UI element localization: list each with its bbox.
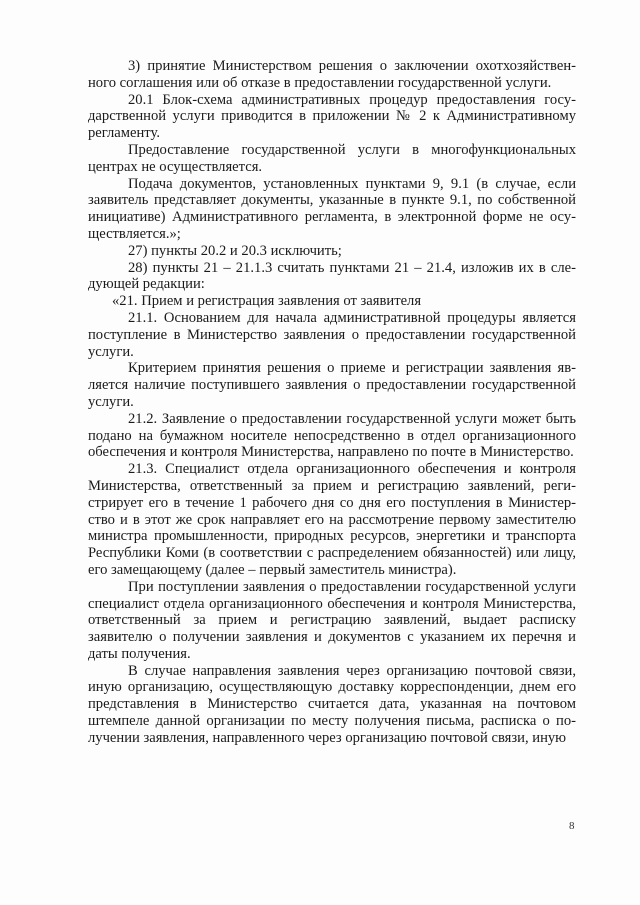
paragraph: 27) пункты 20.2 и 20.3 исключить; bbox=[128, 242, 342, 259]
paragraph: При поступлении заявления о предоставлении государственной услуги специалист отдела организационного обеспечения и контроля Министерства, ответственный за прием и регистрацию заявлений, выдает расписку заявителю о получении заявления и документов с указанием их перечня и даты получения. bbox=[88, 578, 576, 662]
paragraph: Подача документов, установленных пунктами 9, 9.1 (в случае, если заявитель представляет документы, указанные в пункте 9.1, по собственной инициативе) Административного регламента, в электронной форме не осуществляется.»; bbox=[88, 175, 576, 242]
section-heading: «21. Прием и регистрация заявления от заявителя bbox=[112, 293, 422, 310]
paragraph: 3) принятие Министерством решения о заключении охотхозяйственного соглашения или об отказе в предоставлении государственной услуги. bbox=[88, 58, 576, 91]
paragraph: Предоставление государственной услуги в многофункциональных центрах не осуществляется. bbox=[88, 141, 576, 175]
paragraph: 21.1. Основанием для начала административной процедуры является поступление в Министерство заявления о предоставлении государственной услуги. bbox=[88, 309, 576, 360]
paragraph: В случае направления заявления через организацию почтовой связи, иную организацию, осуществляющую доставку корреспонденции, днем его представления в Министерство считается дата, указанная на почтовом штемпеле данной организации по месту получения письма, расписка о получении заявления, направленного через организацию почтовой связи, иную bbox=[88, 662, 576, 746]
paragraph: 21.2. Заявление о предоставлении государственной услуги может быть подано на бумажном носителе непосредственно в отдел организационного обеспечения и контроля Министерства, направлено по почте в Министерство. bbox=[88, 410, 576, 461]
document-body bbox=[88, 58, 576, 747]
page-number: 8 bbox=[569, 820, 575, 832]
paragraph: 20.1 Блок-схема административных процедур предоставления государственной услуги приводится в приложении № 2 к Административному регламенту. bbox=[88, 91, 576, 142]
paragraph: 28) пункты 21 – 21.1.3 считать пунктами 21 – 21.4, изложив их в следующей редакции: bbox=[88, 259, 576, 293]
paragraph: 21.3. Специалист отдела организационного обеспечения и контроля Министерства, ответственный за прием и регистрацию заявлений, регистрирует его в течение 1 рабочего дня со дня его поступления в Министерство и в этот же срок направляет его на рассмотрение первому заместителю министра промышленности, природных ресурсов, энергетики и транспорта Республики Коми (в соответствии с распределением обязанностей) или лицу, его замещающему (далее – первый заместитель министра). bbox=[88, 461, 576, 578]
paragraph: Критерием принятия решения о приеме и регистрации заявления является наличие поступившего заявления о предоставлении государственной услуги. bbox=[88, 360, 576, 410]
